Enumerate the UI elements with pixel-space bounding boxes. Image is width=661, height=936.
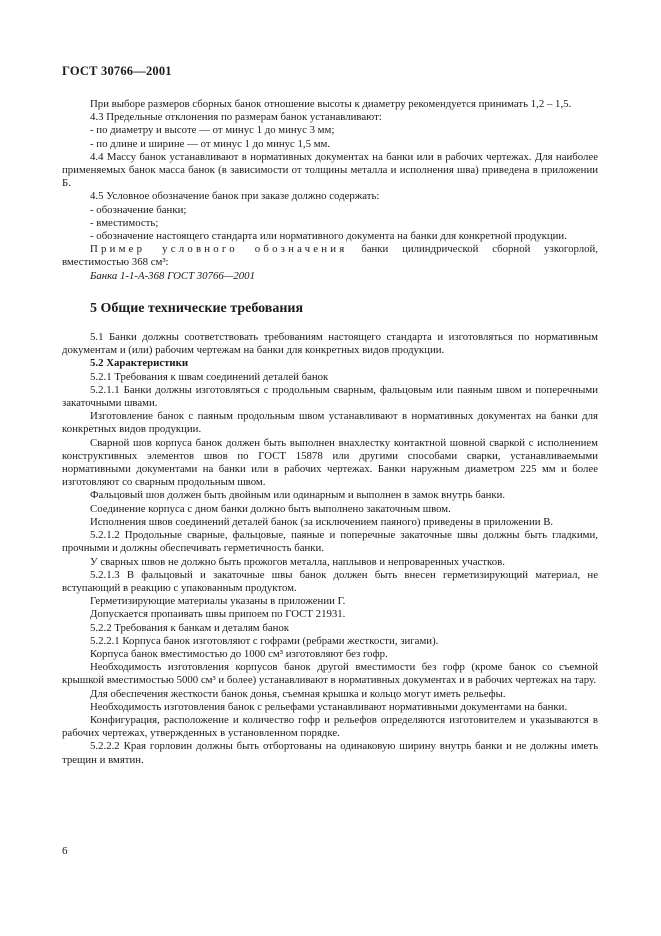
paragraph: Герметизирующие материалы указаны в приложении Г. <box>90 595 346 608</box>
paragraph: Исполнения швов соединений деталей банок (за исключением паяного) приведены в приложении В. <box>90 515 554 528</box>
paragraph-5-2-2: 5.2.2 Требования к банкам и деталям банок <box>90 621 290 634</box>
paragraph-5-2-1-1: 5.2.1.1 Банки должны изготовляться с продольным сварным, фальцовым или паяным швом и поперечными закаточными швами. <box>62 383 598 410</box>
paragraph-4-5: 4.5 Условное обозначение банок при заказе должно содержать: <box>90 190 380 203</box>
list-item: - по длине и ширине — от минус 1 до минус 1,5 мм. <box>90 137 331 150</box>
paragraph: Необходимость изготовления корпусов банок другой вместимости без гофр (кроме банок со съемной крышкой вместимостью 5000 см³ и более) устанавливают в нормативных документах и в рабочих чертежах на тару. <box>62 661 598 687</box>
paragraph: При выборе размеров сборных банок отношение высоты к диаметру рекомендуется принимать 1,2 – 1,5. <box>90 98 572 110</box>
list-item: - вместимость; <box>90 216 159 229</box>
paragraph: Изготовление банок с паяным продольным швом устанавливают в нормативных документах на банки для конкретных видов продукции. <box>62 410 598 436</box>
paragraph: У сварных швов не должно быть прожогов металла, наплывов и непроваренных участков. <box>90 555 505 568</box>
subsection-title-5-2: 5.2 Характеристики <box>90 357 189 370</box>
paragraph-5-2-2-2: 5.2.2.2 Края горловин должны быть отбортованы на одинаковую ширину внутрь банки и не должны иметь трещин и вмятин. <box>62 740 598 766</box>
paragraph: Фальцовый шов должен быть двойным или одинарным и выполнен в замок внутрь банки. <box>90 489 506 502</box>
paragraph: Необходимость изготовления банок с рельефами устанавливают нормативными документами на банки. <box>90 700 568 713</box>
paragraph-5-2-1: 5.2.1 Требования к швам соединений деталей банок <box>90 370 329 383</box>
list-item: - по диаметру и высоте — от минус 1 до минус 3 мм; <box>90 124 335 137</box>
example-label: Пример условного обозначения <box>90 243 348 256</box>
paragraph-5-1: 5.1 Банки должны соответствовать требованиям настоящего стандарта и изготовляться по нормативным документам и (или) рабочим чертежам на банки для конкретных видов продукции. <box>62 331 598 357</box>
list-item: - обозначение банки; <box>90 203 187 216</box>
example-text: банки цилиндрической сборной узкогорлой, вместимостью 368 см³: <box>62 243 598 269</box>
paragraph: Соединение корпуса с дном банки должно быть выполнено закаточным швом. <box>90 502 451 515</box>
section-title: 5 Общие технические требования <box>90 300 304 316</box>
page-number: 6 <box>62 845 68 857</box>
page-header-standard-number: ГОСТ 30766—2001 <box>62 64 172 78</box>
paragraph: Сварной шов корпуса банок должен быть выполнен внахлестку контактной шовной сваркой с исполнением конструктивных элементов швов по ГОСТ 15878 или другими способами сварки, устанавливаемыми нормативными документами на банки или в рабочих чертежах. Банки наружным диаметром 225 мм и более изготовляют со сварным продольным швом. <box>62 436 598 489</box>
paragraph: Корпуса банок вместимостью до 1000 см³ изготовляют без гофр. <box>90 647 388 660</box>
paragraph-5-2-1-3: 5.2.1.3 В фальцовый и закаточные швы банок должен быть внесен герметизирующий материал, не вступающий в реакцию с упакованным продуктом. <box>62 568 598 594</box>
paragraph-5-2-2-1: 5.2.2.1 Корпуса банок изготовляют с гофрами (ребрами жесткости, зигами). <box>90 634 439 647</box>
paragraph: Для обеспечения жесткости банок донья, съемная крышка и кольцо могут иметь рельефы. <box>90 687 506 700</box>
paragraph-4-4: 4.4 Массу банок устанавливают в нормативных документах на банки или в рабочих чертежах. Для наиболее применяемых банок масса банок (в зависимости от толщины металла и исполнения шва) приведена в приложении Б. <box>62 150 598 190</box>
paragraph: Конфигурация, расположение и количество гофр и рельефов определяются изготовителем и указываются в рабочих чертежах, утвержденных в установленном порядке. <box>62 713 598 740</box>
paragraph-5-2-1-2: 5.2.1.2 Продольные сварные, фальцовые, паяные и поперечные закаточные швы должны быть гладкими, прочными и должны обеспечивать герметичность банки. <box>62 529 598 555</box>
example-designation: Банка 1-1-А-368 ГОСТ 30766—2001 <box>90 269 255 282</box>
document-body <box>62 98 598 767</box>
list-item: - обозначение настоящего стандарта или нормативного документа на банки для конкретной продукции. <box>90 230 567 243</box>
paragraph-4-3: 4.3 Предельные отклонения по размерам банок устанавливают: <box>90 111 382 124</box>
example-paragraph <box>62 243 598 269</box>
paragraph: Допускается пропаивать швы припоем по ГОСТ 21931. <box>90 608 346 621</box>
